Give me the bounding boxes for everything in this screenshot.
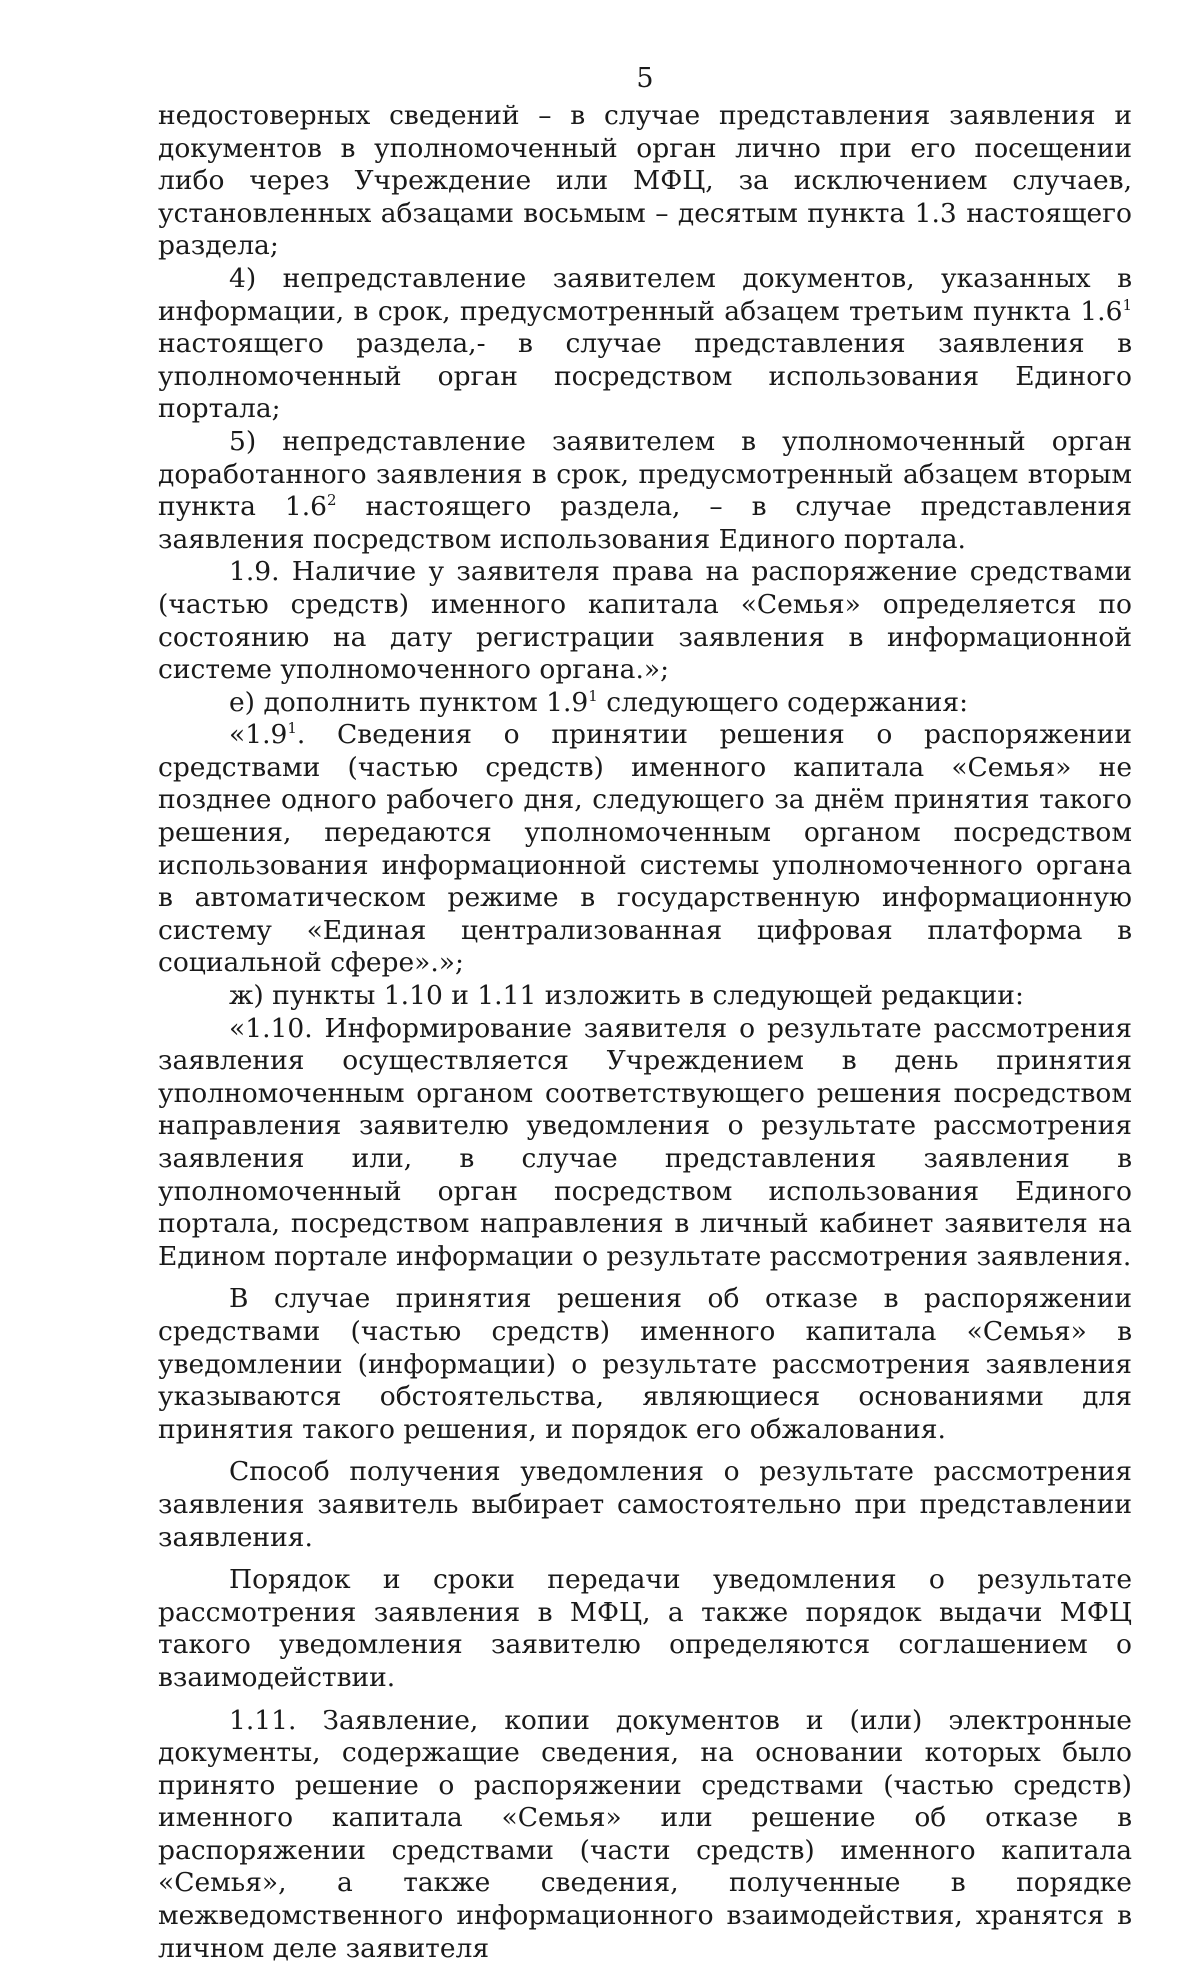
superscript: 1 — [287, 719, 297, 737]
paragraph-mfc-order: Порядок и сроки передачи уведомления о результате рассмотрения заявления в МФЦ, а также порядок выдачи МФЦ такого уведомления заявителю определяются соглашением о взаимодействии. — [158, 1564, 1132, 1694]
superscript: 1 — [588, 687, 598, 705]
paragraph-1-10: «1.10. Информирование заявителя о результате рассмотрения заявления осуществляется Учреждением в день принятия уполномоченным органом соответствующего решения посредством направления заявителю уведомления о результате рассмотрения заявления или, в случае представления заявления в уполномоченный орган посредством использования Единого портала, посредством направления в личный кабинет заявителя на Едином портале информации о результате рассмотрения заявления. — [158, 1013, 1132, 1274]
document-body — [158, 100, 1132, 1965]
page-number: 5 — [158, 62, 1132, 96]
paragraph-item-5: 5) непредставление заявителем в уполномоченный орган доработанного заявления в срок, предусмотренный абзацем вторым пункта $1.6^2$ настоящего раздела, – в случае представления заявления посредством использования Единого портала. — [158, 426, 1132, 556]
paragraph-1-11: 1.11. Заявление, копии документов и (или) электронные документы, содержащие сведения, на основании которых было принято решение о распоряжении средствами (частью средств) именного капитала «Семья» или решение об отказе в распоряжении средствами (части средств) именного капитала «Семья», а также сведения, полученные в порядке межведомственного информационного взаимодействия, хранятся в личном деле заявителя — [158, 1705, 1132, 1965]
paragraph-refusal-case: В случае принятия решения об отказе в распоряжении средствами (частью средств) именного капитала «Семья» в уведомлении (информации) о результате рассмотрения заявления указываются обстоятельства, являющиеся основаниями для принятия такого решения, и порядок его обжалования. — [158, 1283, 1132, 1446]
paragraph-notification-method: Способ получения уведомления о результате рассмотрения заявления заявитель выбирает самостоятельно при представлении заявления. — [158, 1456, 1132, 1554]
paragraph-zh: ж) пункты 1.10 и 1.11 изложить в следующей редакции: — [158, 980, 1132, 1013]
superscript: 2 — [327, 491, 337, 509]
paragraph-1-9-1: «$1.9^1$. Сведения о принятии решения о распоряжении средствами (частью средств) именного капитала «Семья» не позднее одного рабочего дня, следующего за днём принятия такого решения, передаются уполномоченным органом посредством использования информационной системы уполномоченного органа в автоматическом режиме в государственную информационную систему «Единая централизованная цифровая платформа в социальной сфере».»; — [158, 719, 1132, 980]
paragraph-1-9: 1.9. Наличие у заявителя права на распоряжение средствами (частью средств) именного капитала «Семья» определяется по состоянию на дату регистрации заявления в информационной системе уполномоченного органа.»; — [158, 556, 1132, 686]
paragraph-e: е) дополнить пунктом $1.9^1$ следующего содержания: — [158, 687, 1132, 720]
paragraph-continuation: недостоверных сведений – в случае представления заявления и документов в уполномоченный орган лично при его посещении либо через Учреждение или МФЦ, за исключением случаев, установленных абзацами восьмым – десятым пункта 1.3 настоящего раздела; — [158, 100, 1132, 263]
superscript: 1 — [1122, 296, 1132, 314]
paragraph-item-4: 4) непредставление заявителем документов, указанных в информации, в срок, предусмотренный абзацем третьим пункта $1.6^1$ настоящего раздела,- в случае представления заявления в уполномоченный орган посредством использования Единого портала; — [158, 263, 1132, 426]
